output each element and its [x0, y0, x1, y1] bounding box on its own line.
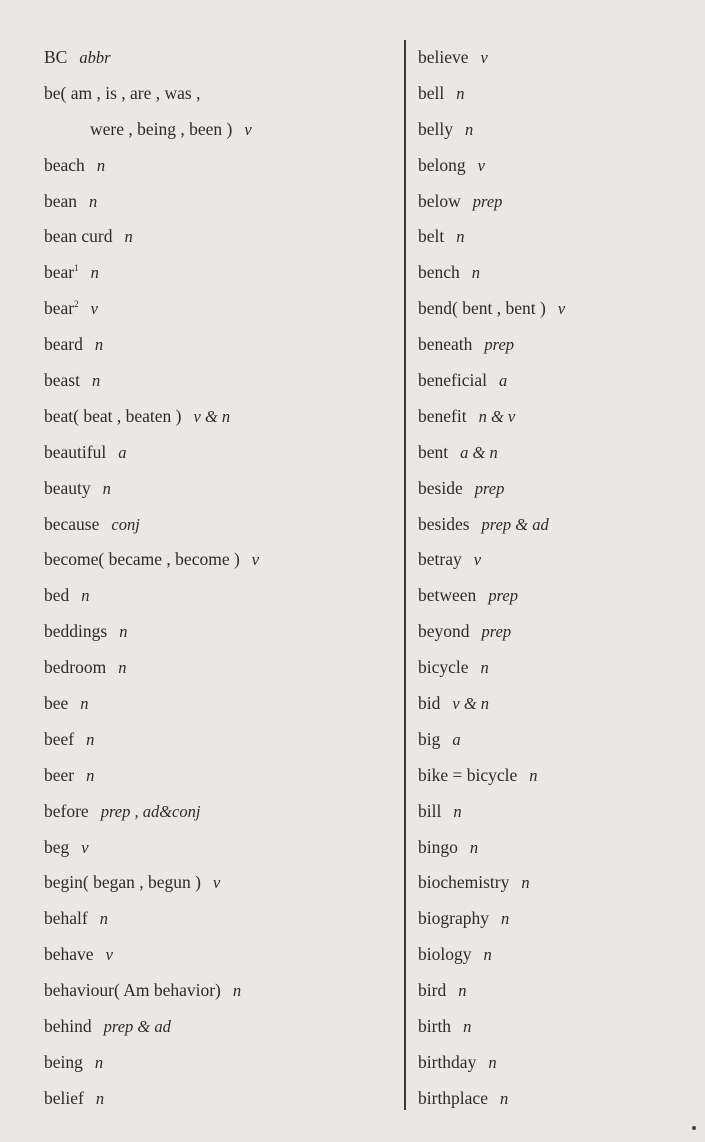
headword: bear — [44, 298, 75, 319]
headword: bird — [418, 980, 447, 1001]
headword: belief — [44, 1087, 84, 1108]
headword: bench — [418, 262, 460, 283]
headword: bend( bent , bent ) — [418, 298, 546, 319]
word-entry — [44, 112, 404, 148]
part-of-speech: v — [90, 299, 98, 319]
part-of-speech: n — [95, 1088, 105, 1108]
headword: bean — [44, 190, 78, 211]
word-entry — [44, 76, 404, 112]
part-of-speech: n — [124, 227, 133, 247]
headword: bill — [418, 800, 442, 821]
headword: besides — [418, 513, 470, 534]
homograph-number: 2 — [74, 299, 79, 310]
part-of-speech: v — [105, 945, 113, 965]
word-entry — [44, 507, 404, 543]
headword: biography — [418, 908, 489, 929]
word-entry — [418, 40, 698, 76]
headword: beast — [44, 370, 80, 391]
headword: behalf — [44, 908, 88, 929]
word-entry — [418, 471, 698, 507]
part-of-speech: v — [251, 550, 260, 570]
headword: beard — [44, 334, 83, 355]
part-of-speech: prep — [488, 586, 518, 606]
part-of-speech: n — [86, 765, 95, 785]
word-entry — [44, 722, 404, 758]
headword: belt — [418, 226, 445, 247]
right-word-column — [418, 40, 698, 1117]
word-entry — [44, 686, 404, 722]
word-entry — [418, 1045, 698, 1081]
word-entry — [418, 830, 698, 866]
part-of-speech: n — [456, 227, 465, 247]
word-entry — [44, 435, 404, 471]
word-entry — [44, 578, 404, 614]
headword: beef — [44, 728, 75, 749]
left-word-column — [44, 40, 404, 1117]
headword: birthplace — [418, 1087, 488, 1108]
word-entry — [44, 399, 404, 435]
part-of-speech: n — [118, 658, 127, 678]
part-of-speech: prep & ad — [103, 1017, 171, 1037]
part-of-speech: v — [212, 873, 221, 893]
part-of-speech: v — [557, 299, 566, 319]
word-entry — [44, 542, 404, 578]
word-entry — [44, 901, 404, 937]
part-of-speech: prep — [474, 478, 505, 498]
headword: because — [44, 513, 100, 534]
word-entry — [418, 1009, 698, 1045]
headword: behave — [44, 944, 94, 965]
word-entry — [44, 650, 404, 686]
headword: beautiful — [44, 441, 107, 462]
headword: biology — [418, 944, 472, 965]
word-entry — [418, 148, 698, 184]
headword: beauty — [44, 477, 91, 498]
headword: believe — [418, 47, 469, 67]
headword: bean curd — [44, 226, 113, 247]
word-entry — [418, 614, 698, 650]
headword: bear — [44, 262, 75, 283]
part-of-speech: n — [500, 909, 510, 929]
headword: beach — [44, 154, 85, 175]
headword: beddings — [44, 621, 108, 642]
part-of-speech: prep , ad&conj — [100, 801, 201, 821]
word-entry — [418, 578, 698, 614]
word-entry — [44, 865, 404, 901]
word-entry — [44, 255, 404, 291]
word-entry — [418, 327, 698, 363]
homograph-number: 1 — [74, 263, 79, 274]
word-entry — [418, 112, 698, 148]
word-entry — [418, 76, 698, 112]
part-of-speech: a — [498, 371, 508, 391]
headword: bingo — [418, 836, 458, 857]
headword: bed — [44, 585, 70, 606]
part-of-speech: v — [473, 550, 482, 570]
part-of-speech: n — [529, 765, 538, 785]
part-of-speech: v & n — [193, 406, 231, 426]
part-of-speech: n — [469, 837, 479, 857]
part-of-speech: a & n — [460, 442, 498, 462]
part-of-speech: n — [94, 1052, 104, 1072]
word-entry — [418, 937, 698, 973]
part-of-speech: n — [81, 586, 90, 606]
word-entry — [418, 184, 698, 220]
column-divider — [404, 40, 406, 1110]
word-entry — [44, 40, 404, 76]
word-entry — [44, 471, 404, 507]
part-of-speech: n — [96, 155, 106, 175]
headword: beg — [44, 836, 70, 857]
part-of-speech: n — [119, 622, 128, 642]
word-entry — [44, 148, 404, 184]
word-entry — [44, 794, 404, 830]
part-of-speech: a — [118, 442, 127, 462]
headword: become( became , become ) — [44, 549, 240, 570]
word-entry — [44, 937, 404, 973]
word-entry — [418, 973, 698, 1009]
part-of-speech: n — [90, 263, 99, 283]
word-entry — [418, 399, 698, 435]
headword: belly — [418, 118, 453, 139]
part-of-speech: n — [465, 119, 474, 139]
part-of-speech: v & n — [452, 694, 490, 714]
part-of-speech: n — [102, 478, 111, 498]
page-dot-mark — [692, 1126, 696, 1130]
headword: big — [418, 728, 441, 749]
part-of-speech: n — [463, 1017, 472, 1037]
part-of-speech: n — [471, 263, 481, 283]
part-of-speech: prep & ad — [481, 514, 549, 534]
word-entry — [44, 327, 404, 363]
headword: bee — [44, 693, 69, 714]
part-of-speech: n — [483, 945, 492, 965]
word-entry — [418, 1081, 698, 1117]
word-entry — [44, 973, 404, 1009]
headword: be( am , is , are , was , — [44, 82, 201, 103]
headword: beat( beat , beaten ) — [44, 405, 182, 426]
word-entry — [44, 758, 404, 794]
headword: before — [44, 800, 89, 821]
word-entry — [44, 291, 404, 327]
word-entry — [418, 650, 698, 686]
part-of-speech: v — [81, 837, 89, 857]
headword: beneficial — [418, 370, 487, 391]
headword: behaviour( Am behavior) — [44, 980, 221, 1001]
part-of-speech: n & v — [478, 406, 516, 426]
headword: betray — [418, 549, 462, 570]
word-entry — [44, 184, 404, 220]
word-entry — [418, 435, 698, 471]
part-of-speech: abbr — [79, 48, 111, 67]
headword: beer — [44, 764, 75, 785]
part-of-speech: prep — [472, 191, 503, 211]
word-entry — [418, 758, 698, 794]
headword: birth — [418, 1016, 452, 1037]
part-of-speech: n — [89, 191, 98, 211]
headword: bedroom — [44, 657, 107, 678]
part-of-speech: n — [456, 83, 465, 103]
headword: belong — [418, 154, 466, 175]
headword: birthday — [418, 1051, 477, 1072]
part-of-speech: n — [232, 981, 242, 1001]
word-entry — [44, 614, 404, 650]
part-of-speech: v — [480, 48, 488, 67]
word-entry — [418, 219, 698, 255]
headword: being — [44, 1051, 83, 1072]
part-of-speech: n — [458, 981, 467, 1001]
word-entry — [44, 1045, 404, 1081]
word-entry — [418, 542, 698, 578]
part-of-speech: v — [477, 155, 485, 175]
part-of-speech: prep — [484, 335, 515, 355]
headword: between — [418, 585, 477, 606]
part-of-speech: n — [453, 801, 462, 821]
part-of-speech: n — [94, 335, 104, 355]
headword: bid — [418, 693, 441, 714]
part-of-speech: a — [452, 729, 461, 749]
part-of-speech: conj — [111, 514, 140, 534]
word-entry — [418, 865, 698, 901]
word-entry — [418, 507, 698, 543]
word-entry — [44, 830, 404, 866]
headword: bicycle — [418, 657, 469, 678]
headword: beneath — [418, 334, 473, 355]
headword: begin( began , begun ) — [44, 872, 201, 893]
part-of-speech: n — [499, 1088, 509, 1108]
word-entry — [418, 291, 698, 327]
word-entry — [418, 255, 698, 291]
part-of-speech: n — [480, 658, 489, 678]
word-entry — [418, 686, 698, 722]
part-of-speech: v — [244, 119, 252, 139]
word-entry — [418, 722, 698, 758]
headword: biochemistry — [418, 872, 510, 893]
headword: below — [418, 190, 461, 211]
headword: were , being , been ) — [90, 118, 233, 139]
word-entry — [44, 363, 404, 399]
headword: bent — [418, 441, 449, 462]
headword: BC — [44, 47, 68, 67]
headword: bike = bicycle — [418, 764, 518, 785]
word-entry — [44, 1009, 404, 1045]
part-of-speech: n — [80, 694, 89, 714]
word-entry — [418, 363, 698, 399]
word-entry — [418, 901, 698, 937]
part-of-speech: n — [91, 371, 101, 391]
headword: beyond — [418, 621, 470, 642]
headword: beside — [418, 477, 463, 498]
headword: bell — [418, 82, 445, 103]
word-entry — [418, 794, 698, 830]
part-of-speech: n — [521, 873, 530, 893]
part-of-speech: prep — [481, 622, 512, 642]
headword: behind — [44, 1016, 92, 1037]
part-of-speech: n — [86, 729, 95, 749]
part-of-speech: n — [99, 909, 108, 929]
word-entry — [44, 219, 404, 255]
headword: benefit — [418, 405, 467, 426]
part-of-speech: n — [488, 1052, 497, 1072]
word-entry — [44, 1081, 404, 1117]
